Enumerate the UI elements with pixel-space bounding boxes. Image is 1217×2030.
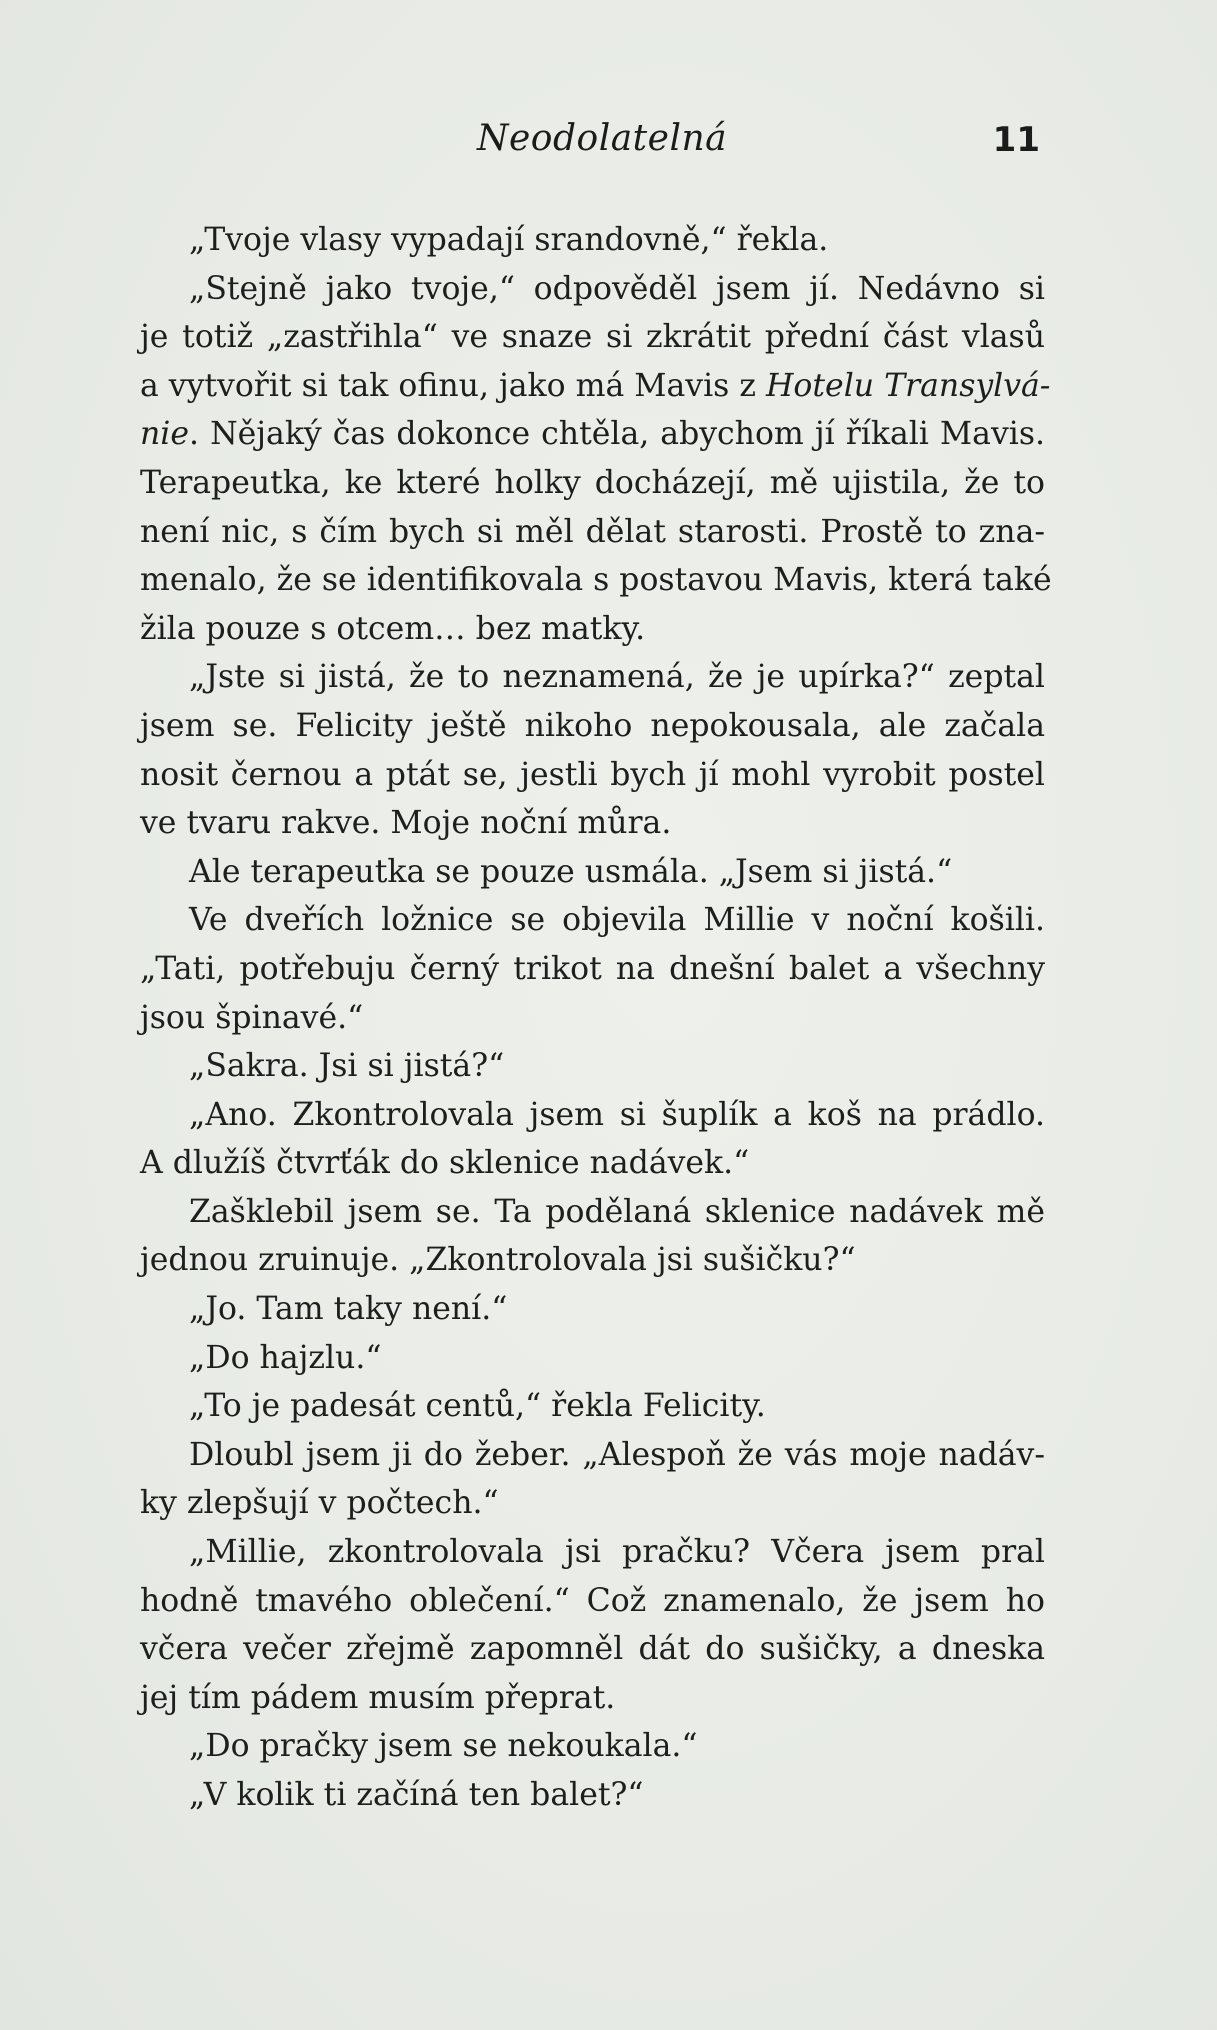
text-segment: jsou špinavé.“ [140, 999, 364, 1036]
text-segment: „Sakra. Jsi si jistá?“ [189, 1048, 505, 1085]
text-segment: žila pouze s otcem… bez matky. [140, 610, 646, 647]
text-segment: není nic, s čím bych si měl dělat starosti. Prostě to zna- [140, 513, 1045, 550]
text-line [140, 945, 1045, 994]
text-segment: „Stejně jako tvoje,“ odpověděl jsem jí. Nedávno si [189, 270, 1045, 307]
text-line [140, 605, 1045, 654]
text-segment: „Ano. Zkontrolovala jsem si šuplík a koš na prádlo. [189, 1096, 1045, 1133]
text-segment: je totiž „zastřihla“ ve snaze si zkrátit přední část vlasů [140, 319, 1045, 356]
text-segment: jednou zruinuje. „Zkontrolovala jsi sušičku?“ [140, 1242, 856, 1279]
text-line [140, 459, 1045, 508]
text-segment: „Millie, zkontrolovala jsi pračku? Včera jsem pral [189, 1534, 1045, 1571]
text-line [140, 1091, 1045, 1140]
text-segment: A dlužíš čtvrťák do sklenice nadávek.“ [140, 1145, 750, 1182]
text-line [140, 1479, 1045, 1528]
text-line [140, 410, 1045, 459]
text-line [140, 799, 1045, 848]
text-segment: Terapeutka, ke které holky docházejí, mě ujistila, že to [140, 464, 1045, 501]
text-segment: nosit černou a ptát se, jestli bych jí mohl vyrobit postel [140, 756, 1045, 793]
body-text [140, 216, 1052, 1820]
text-line [140, 1236, 1045, 1285]
text-line [140, 362, 1051, 411]
text-segment: a vytvořit si tak ofinu, jako má Mavis z [140, 367, 766, 404]
text-segment: Zašklebil jsem se. Ta podělaná sklenice nadávek mě [189, 1193, 1045, 1230]
text-line [140, 702, 1045, 751]
text-line [140, 1285, 1045, 1334]
text-line [140, 653, 1045, 702]
text-segment: „V kolik ti začíná ten balet?“ [189, 1777, 644, 1813]
text-line [140, 1334, 1045, 1383]
page-header [140, 118, 1040, 178]
text-segment: ky zlepšují v počtech.“ [140, 1485, 499, 1522]
text-segment: „Tvoje vlasy vypadají srandovně,“ řekla. [189, 222, 829, 258]
text-line [140, 751, 1045, 800]
text-line [140, 1431, 1045, 1480]
text-segment: „Tati, potřebuju černý trikot na dnešní balet a všechny [140, 950, 1045, 987]
text-segment: . Nějaký čas dokonce chtěla, abychom jí říkali Mavis. [189, 416, 1045, 453]
text-line [140, 1577, 1045, 1626]
text-line [140, 896, 1045, 945]
running-title: Neodolatelná [477, 118, 728, 159]
text-line [140, 556, 1052, 605]
text-line [140, 1722, 1045, 1771]
text-segment: menalo, že se identifikovala s postavou Mavis, která také [140, 562, 1052, 599]
text-line [140, 1042, 1045, 1091]
text-line [140, 994, 1045, 1043]
text-segment: „Jste si jistá, že to neznamená, že je upírka?“ zeptal [189, 659, 1045, 696]
text-segment: „Do hajzlu.“ [189, 1339, 382, 1376]
text-line [140, 508, 1045, 557]
italic-text-segment: Hotelu Transylvá- [765, 367, 1051, 404]
text-segment: ve tvaru rakve. Moje noční můra. [140, 805, 672, 842]
text-segment: „To je padesát centů,“ řekla Felicity. [189, 1388, 766, 1425]
text-segment: jej tím pádem musím přeprat. [140, 1679, 616, 1716]
text-segment: hodně tmavého oblečení.“ Což znamenalo, že jsem ho [140, 1582, 1045, 1619]
text-segment: „Do pračky jsem se nekoukala.“ [189, 1728, 698, 1765]
text-line [140, 848, 1045, 897]
text-line [140, 1528, 1045, 1577]
text-segment: „Jo. Tam taky není.“ [189, 1291, 508, 1328]
text-line [140, 1139, 1045, 1188]
text-segment: jsem se. Felicity ještě nikoho nepokousala, ale začala [140, 707, 1045, 744]
text-line [140, 1771, 1045, 1820]
text-segment: Dloubl jsem ji do žeber. „Alespoň že vás moje nadáv- [189, 1436, 1045, 1473]
text-line [140, 1188, 1045, 1237]
text-line [140, 265, 1045, 314]
text-segment: včera večer zřejmě zapomněl dát do sušičky, a dneska [140, 1631, 1045, 1668]
text-line [140, 1382, 1045, 1431]
italic-text-segment: nie [140, 416, 190, 453]
text-line [140, 313, 1045, 362]
text-segment: Ve dveřích ložnice se objevila Millie v noční košili. [189, 902, 1045, 939]
text-line [140, 216, 1045, 265]
page-number: 11 [992, 120, 1040, 160]
text-line [140, 1625, 1045, 1674]
text-segment: Ale terapeutka se pouze usmála. „Jsem si jistá.“ [189, 853, 953, 890]
text-line [140, 1674, 1045, 1723]
